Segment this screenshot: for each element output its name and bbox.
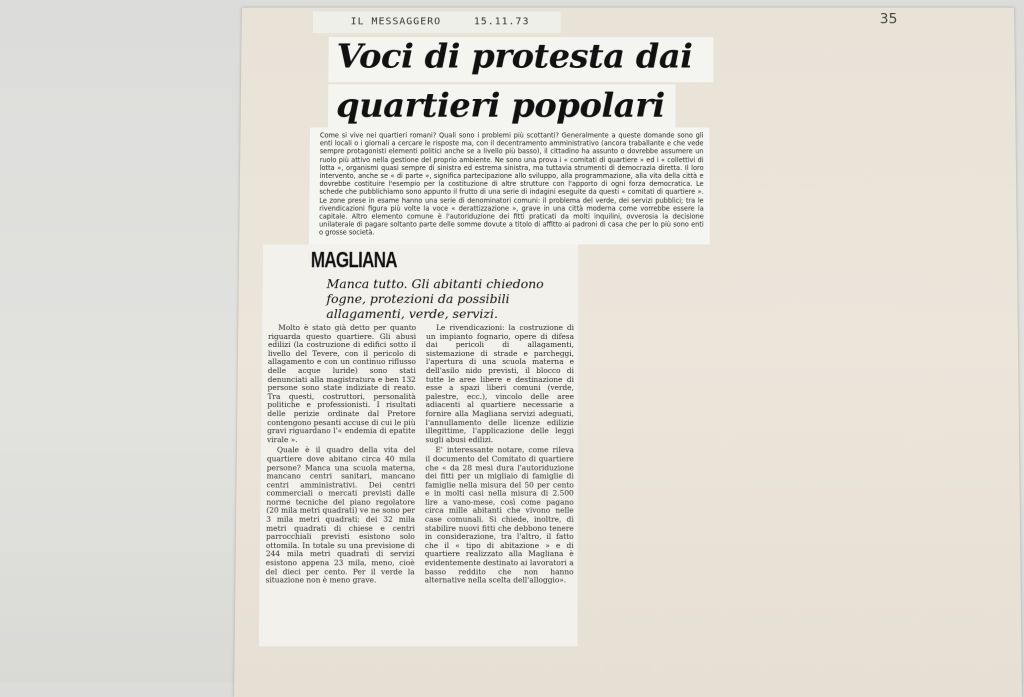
section-title: MAGLIANA xyxy=(310,247,397,273)
headline-line-2: quartieri popolari xyxy=(335,86,665,126)
newspaper-name: IL MESSAGGERO xyxy=(350,16,442,28)
section-subtitle: Manca tutto. Gli abitanti chiedono fogne, protezioni da possibili allagamenti, verde, servizi. xyxy=(326,276,544,322)
paragraph: E' interessante notare, come rileva il documento del Comitato di quartiere che « da 28 mesi dura l'autoriduzione dei fitti per un migliaio di famiglie di famiglie nella misura del 50 per cento e in molti casi nella misura di 2.500 lire a vano-mese, così come pagano circa mille abitanti che vivono nelle case comunali. Si chiede, inoltre, di stabilire nuovi fitti che debbono tenere in considerazione, tra l'altro, il fatto che il « tipo di abitazione » e di quartiere realizzato alla Magliana è evidentemente destinato ai lavoratori a basso reddito che non hanno alternative nella scelta dell'alloggio». xyxy=(424,445,574,585)
article-column-2 xyxy=(425,324,574,585)
paper-sheet xyxy=(234,8,1022,697)
article-column-1 xyxy=(266,324,417,585)
paragraph: Le rivendicazioni: la costruzione di un impianto fognario, opere di difesa dai pericoli di allagamenti, sistemazione di strade e parcheggi, l'apertura di una scuola materna e dell'asilo nido previsti, il blocco di tutte le aree libere e destinazione di esse a spazi liberi comuni (verde, palestre, ecc.), vincolo delle aree adiacenti al quartiere necessarie a fornire alla Magliana servizi adeguati, l'annullamento delle licenze edilizie illegittime, l'applicazione delle leggi sugli abusi edilizi. xyxy=(425,323,575,444)
source-line xyxy=(351,16,530,27)
clipping-date: 15.11.73 xyxy=(473,16,530,28)
headline-line-1: Voci di protesta dai xyxy=(336,37,693,77)
page-number: 35 xyxy=(879,11,898,28)
paragraph: Quale è il quadro della vita del quartiere dove abitano circa 40 mila persone? Manca una scuola materna, mancano centri sanitari, mancano centri amministrativi. Dei centri commerciali o mercati previsti dalle norme tecniche del piano regolatore (20 mila metri quadrati) ve ne sono per 3 mila metri quadrati; dei 32 mila metri quadrati di chiese e centri parrocchiali previsti esistono solo ottomila. In totale su una previsione di 244 mila metri quadrati di servizi esistono appena 23 mila, meno, cioè del dieci per cento. Per il verde la situazione non è meno grave. xyxy=(265,445,416,585)
paragraph: Molto è stato già detto per quanto riguarda questo quartiere. Gli abusi edilizi (la costruzione di edifici sotto il livello del Tevere, con il pericolo di allagamento e con un continuo riflusso delle acque luride) sono stati denunciati alla magistratura e ben 132 persone sono state indiziate di reato. Tra questi, costruttori, personalità politiche e professionisti. I risultati delle perizie ordinate dal Pretore contengono pesanti accuse di cui le più gravi riguardano l'« endemia di epatite virale ». xyxy=(267,323,417,444)
lead-paragraph: Come si vive nei quartieri romani? Quali sono i problemi più scottanti? Generalmente a queste domande sono gli enti locali o i giornali a cercare le risposte ma, con il decentramento amministrativo (ancora traballante e che vede sempre protagonisti elementi politici anche se a livello più basso), il cittadino ha assunto o dovrebbe assumere un ruolo più attivo nella gestione del proprio ambiente. Ne sono una prova i « comitati di quartiere » ed i « collettivi di lotta », organismi quasi sempre di sinistra ed estrema sinistra, ma tuttavia strumenti di democrazia diretta. Il loro intervento, anche se « di parte », significa partecipazione allo sviluppo, alla programmazione, alla vita della città e dovrebbe costituire l'esempio per la costituzione di altre strutture con l'apporto di ogni forza democratica. Le schede che pubblichiamo sono appunto il frutto di una serie di indagini eseguite da questi « comitati di quartiere ». Le zone prese in esame hanno una serie di denominatori comuni: il problema del verde, dei servizi pubblici; tra le rivendicazioni figura più volte la voce « derattizzazione », grave in una città moderna come vorrebbe essere la capitale. Altro elemento comune è l'autoriduzione dei fitti praticati da molti inquilini, ovverosia la decisione unilaterale di pagare soltanto parte delle somme dovute a titolo di affitto ai padroni di casa che per lo più sono enti o grosse società. xyxy=(319,131,704,237)
